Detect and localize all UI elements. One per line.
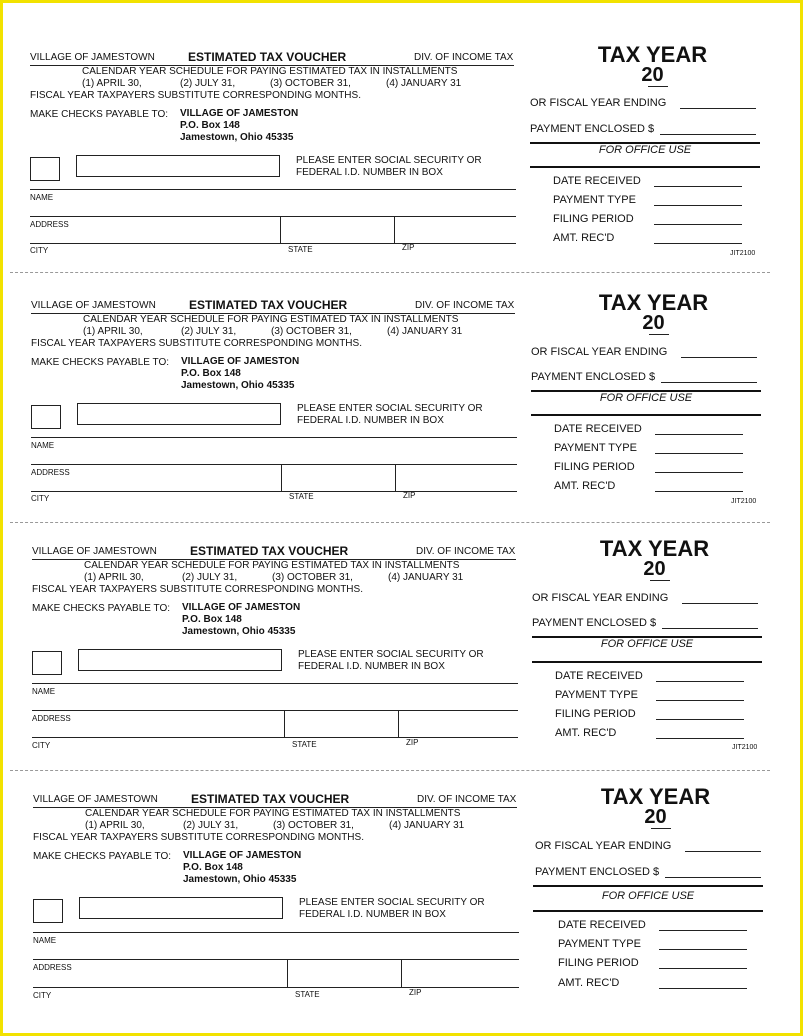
city-label: CITY [31, 494, 50, 503]
office-rule-top [533, 885, 763, 887]
city-rule [32, 737, 518, 738]
ssn-instruction-2: FEDERAL I.D. NUMBER IN BOX [297, 415, 444, 426]
checkbox-field[interactable] [33, 899, 63, 923]
payment-type-input[interactable] [659, 949, 747, 950]
payable-label: MAKE CHECKS PAYABLE TO: [32, 603, 171, 614]
name-label: NAME [30, 193, 54, 202]
zip-divider [395, 464, 396, 492]
voucher-title: ESTIMATED TAX VOUCHER [190, 544, 349, 558]
checkbox-field[interactable] [31, 405, 61, 429]
cut-line-3 [10, 770, 770, 771]
voucher-title: ESTIMATED TAX VOUCHER [189, 298, 348, 312]
payment-enclosed-input[interactable] [660, 134, 756, 135]
ssn-instruction-2: FEDERAL I.D. NUMBER IN BOX [299, 909, 446, 920]
village-label: VILLAGE OF JAMESTOWN [33, 794, 158, 805]
city-rule [31, 491, 517, 492]
amt-recd-label: AMT. REC'D [553, 232, 615, 244]
schedule-label: CALENDAR YEAR SCHEDULE FOR PAYING ESTIMATED TAX IN INSTALLMENTS [84, 560, 460, 571]
payment-type-label: PAYMENT TYPE [555, 689, 638, 701]
payee-address [180, 108, 298, 144]
checkbox-field[interactable] [32, 651, 62, 675]
city-label: CITY [33, 991, 52, 1000]
address-label: ADDRESS [30, 220, 69, 229]
ssn-input[interactable] [79, 897, 283, 919]
form-code: JIT2100 [732, 744, 758, 751]
date-2: (2) JULY 31, [183, 820, 239, 831]
year-blank[interactable] [649, 334, 669, 335]
date-3: (3) OCTOBER 31, [273, 820, 354, 831]
date-received-input[interactable] [654, 186, 742, 187]
fiscal-ending-input[interactable] [680, 108, 756, 109]
payee-city: Jamestown, Ohio 45335 [181, 380, 295, 391]
schedule-label: CALENDAR YEAR SCHEDULE FOR PAYING ESTIMATED TAX IN INSTALLMENTS [83, 314, 459, 325]
name-rule [30, 189, 516, 190]
voucher-title: ESTIMATED TAX VOUCHER [191, 792, 350, 806]
payment-type-label: PAYMENT TYPE [558, 938, 641, 950]
zip-divider [394, 216, 395, 244]
date-4: (4) JANUARY 31 [389, 820, 465, 831]
date-2: (2) JULY 31, [182, 572, 238, 583]
amt-recd-input[interactable] [656, 738, 744, 739]
date-1: (1) APRIL 30, [84, 572, 144, 583]
ssn-instruction-1: PLEASE ENTER SOCIAL SECURITY OR [296, 155, 482, 166]
date-4: (4) JANUARY 31 [386, 78, 462, 89]
fiscal-ending-label: OR FISCAL YEAR ENDING [535, 840, 672, 852]
ssn-instruction-1: PLEASE ENTER SOCIAL SECURITY OR [299, 897, 485, 908]
filing-period-label: FILING PERIOD [553, 213, 634, 225]
division-label: DIV. OF INCOME TAX [414, 52, 514, 63]
voucher-4 [33, 784, 778, 1034]
state-label: STATE [289, 492, 314, 501]
date-received-input[interactable] [655, 434, 743, 435]
zip-label: ZIP [403, 491, 416, 500]
form-code: JIT2100 [731, 498, 757, 505]
ssn-input[interactable] [76, 155, 280, 177]
name-label: NAME [33, 936, 57, 945]
year-prefix: 20 [643, 558, 666, 580]
year-prefix: 20 [641, 64, 664, 86]
date-4: (4) JANUARY 31 [388, 572, 464, 583]
office-use-label: FOR OFFICE USE [598, 144, 692, 156]
date-1: (1) APRIL 30, [85, 820, 145, 831]
payment-enclosed-input[interactable] [661, 382, 757, 383]
office-rule-bottom [531, 414, 761, 416]
zip-divider [401, 959, 402, 987]
date-1: (1) APRIL 30, [82, 78, 142, 89]
name-label: NAME [31, 441, 55, 450]
year-prefix: 20 [644, 806, 667, 828]
address-label: ADDRESS [32, 714, 71, 723]
fiscal-ending-label: OR FISCAL YEAR ENDING [530, 97, 667, 109]
tax-year-title: TAX YEAR [599, 536, 710, 561]
date-3: (3) OCTOBER 31, [271, 326, 352, 337]
fiscal-ending-input[interactable] [682, 603, 758, 604]
city-rule [33, 987, 519, 988]
payee-address [182, 602, 300, 638]
voucher-2 [31, 290, 776, 540]
state-divider [280, 216, 281, 244]
filing-period-label: FILING PERIOD [558, 957, 639, 969]
village-label: VILLAGE OF JAMESTOWN [30, 52, 155, 63]
date-received-label: DATE RECEIVED [553, 175, 641, 187]
filing-period-input[interactable] [655, 472, 743, 473]
office-rule-bottom [530, 166, 760, 168]
zip-label: ZIP [406, 738, 419, 747]
payable-label: MAKE CHECKS PAYABLE TO: [30, 109, 169, 120]
fiscal-note: FISCAL YEAR TAXPAYERS SUBSTITUTE CORRESPONDING MONTHS. [30, 90, 361, 101]
payable-label: MAKE CHECKS PAYABLE TO: [31, 357, 170, 368]
zip-label: ZIP [409, 988, 422, 997]
state-divider [281, 464, 282, 492]
date-4: (4) JANUARY 31 [387, 326, 463, 337]
form-code: JIT2100 [730, 250, 756, 257]
amt-recd-input[interactable] [654, 243, 742, 244]
fiscal-note: FISCAL YEAR TAXPAYERS SUBSTITUTE CORRESPONDING MONTHS. [33, 832, 364, 843]
state-label: STATE [295, 990, 320, 999]
state-label: STATE [288, 245, 313, 254]
amt-recd-label: AMT. REC'D [558, 977, 620, 989]
payee-city: Jamestown, Ohio 45335 [182, 626, 296, 637]
office-rule-bottom [533, 910, 763, 912]
tax-year-title: TAX YEAR [597, 42, 708, 67]
fiscal-note: FISCAL YEAR TAXPAYERS SUBSTITUTE CORRESPONDING MONTHS. [31, 338, 362, 349]
office-rule-bottom [532, 661, 762, 663]
payee-address [183, 850, 301, 886]
fiscal-note: FISCAL YEAR TAXPAYERS SUBSTITUTE CORRESPONDING MONTHS. [32, 584, 363, 595]
date-1: (1) APRIL 30, [83, 326, 143, 337]
year-blank[interactable] [650, 580, 670, 581]
payee-box: P.O. Box 148 [180, 120, 240, 131]
voucher-3 [32, 536, 777, 786]
zip-label: ZIP [402, 243, 415, 252]
address-label: ADDRESS [33, 963, 72, 972]
cut-line-1 [10, 272, 770, 273]
year-blank[interactable] [648, 86, 668, 87]
date-2: (2) JULY 31, [181, 326, 237, 337]
name-rule [32, 683, 518, 684]
office-use-label: FOR OFFICE USE [599, 392, 693, 404]
filing-period-label: FILING PERIOD [555, 708, 636, 720]
date-received-input[interactable] [656, 681, 744, 682]
ssn-instruction [298, 649, 484, 673]
state-divider [284, 710, 285, 738]
division-label: DIV. OF INCOME TAX [416, 546, 516, 557]
amt-recd-label: AMT. REC'D [554, 480, 616, 492]
payment-enclosed-input[interactable] [662, 628, 758, 629]
city-rule [30, 243, 516, 244]
name-rule [33, 932, 519, 933]
payee-name: VILLAGE OF JAMESTON [182, 602, 301, 613]
cut-line-2 [10, 522, 770, 523]
date-received-label: DATE RECEIVED [555, 670, 643, 682]
date-received-label: DATE RECEIVED [558, 919, 646, 931]
payment-type-input[interactable] [656, 700, 744, 701]
filing-period-input[interactable] [656, 719, 744, 720]
division-label: DIV. OF INCOME TAX [417, 794, 517, 805]
ssn-input[interactable] [78, 649, 282, 671]
address-rule [31, 464, 517, 465]
amt-recd-label: AMT. REC'D [555, 727, 617, 739]
amt-recd-input[interactable] [659, 988, 747, 989]
payment-enclosed-label: PAYMENT ENCLOSED $ [530, 123, 655, 135]
village-label: VILLAGE OF JAMESTOWN [31, 300, 156, 311]
name-rule [31, 437, 517, 438]
payment-enclosed-label: PAYMENT ENCLOSED $ [531, 371, 656, 383]
payee-city: Jamestown, Ohio 45335 [183, 874, 297, 885]
year-blank[interactable] [651, 828, 671, 829]
address-rule [33, 959, 519, 960]
fiscal-ending-input[interactable] [681, 357, 757, 358]
checkbox-field[interactable] [30, 157, 60, 181]
schedule-label: CALENDAR YEAR SCHEDULE FOR PAYING ESTIMATED TAX IN INSTALLMENTS [85, 808, 461, 819]
address-rule [32, 710, 518, 711]
payment-type-label: PAYMENT TYPE [554, 442, 637, 454]
payee-name: VILLAGE OF JAMESTON [180, 108, 299, 119]
filing-period-input[interactable] [654, 224, 742, 225]
payee-box: P.O. Box 148 [183, 862, 243, 873]
payment-type-input[interactable] [655, 453, 743, 454]
date-3: (3) OCTOBER 31, [270, 78, 351, 89]
city-label: CITY [32, 741, 51, 750]
date-received-label: DATE RECEIVED [554, 423, 642, 435]
office-use-label: FOR OFFICE USE [601, 890, 695, 902]
ssn-instruction-2: FEDERAL I.D. NUMBER IN BOX [296, 167, 443, 178]
payable-label: MAKE CHECKS PAYABLE TO: [33, 851, 172, 862]
ssn-instruction-1: PLEASE ENTER SOCIAL SECURITY OR [298, 649, 484, 660]
date-3: (3) OCTOBER 31, [272, 572, 353, 583]
state-divider [287, 959, 288, 987]
ssn-instruction-1: PLEASE ENTER SOCIAL SECURITY OR [297, 403, 483, 414]
fiscal-ending-input[interactable] [685, 851, 761, 852]
fiscal-ending-label: OR FISCAL YEAR ENDING [531, 346, 668, 358]
amt-recd-input[interactable] [655, 491, 743, 492]
tax-year-title: TAX YEAR [600, 784, 711, 809]
office-use-label: FOR OFFICE USE [600, 638, 694, 650]
zip-divider [398, 710, 399, 738]
date-received-input[interactable] [659, 930, 747, 931]
year-prefix: 20 [642, 312, 665, 334]
address-rule [30, 216, 516, 217]
division-label: DIV. OF INCOME TAX [415, 300, 515, 311]
schedule-label: CALENDAR YEAR SCHEDULE FOR PAYING ESTIMATED TAX IN INSTALLMENTS [82, 66, 458, 77]
payment-enclosed-input[interactable] [665, 877, 761, 878]
payee-box: P.O. Box 148 [181, 368, 241, 379]
tax-year-title: TAX YEAR [598, 290, 709, 315]
address-label: ADDRESS [31, 468, 70, 477]
ssn-instruction [297, 403, 483, 427]
date-2: (2) JULY 31, [180, 78, 236, 89]
payment-type-label: PAYMENT TYPE [553, 194, 636, 206]
filing-period-input[interactable] [659, 968, 747, 969]
payee-city: Jamestown, Ohio 45335 [180, 132, 294, 143]
ssn-instruction [296, 155, 482, 179]
city-label: CITY [30, 246, 49, 255]
payment-type-input[interactable] [654, 205, 742, 206]
payee-address [181, 356, 299, 392]
fiscal-ending-label: OR FISCAL YEAR ENDING [532, 592, 669, 604]
payee-box: P.O. Box 148 [182, 614, 242, 625]
ssn-instruction-2: FEDERAL I.D. NUMBER IN BOX [298, 661, 445, 672]
payment-enclosed-label: PAYMENT ENCLOSED $ [532, 617, 657, 629]
filing-period-label: FILING PERIOD [554, 461, 635, 473]
payment-enclosed-label: PAYMENT ENCLOSED $ [535, 866, 660, 878]
village-label: VILLAGE OF JAMESTOWN [32, 546, 157, 557]
payee-name: VILLAGE OF JAMESTON [183, 850, 302, 861]
ssn-input[interactable] [77, 403, 281, 425]
name-label: NAME [32, 687, 56, 696]
voucher-1 [30, 42, 775, 292]
payee-name: VILLAGE OF JAMESTON [181, 356, 300, 367]
state-label: STATE [292, 740, 317, 749]
voucher-title: ESTIMATED TAX VOUCHER [188, 50, 347, 64]
ssn-instruction [299, 897, 485, 921]
